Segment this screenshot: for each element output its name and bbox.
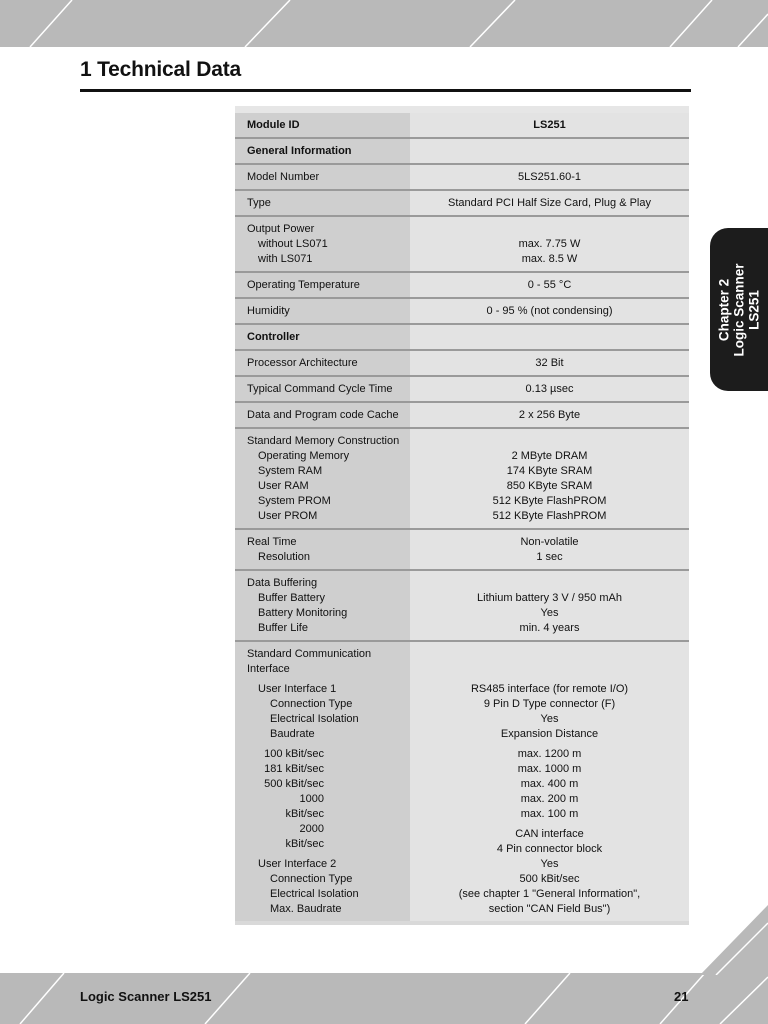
ui1-val: RS485 interface (for remote I/O) — [470, 683, 629, 695]
table-row — [235, 403, 689, 429]
cycle-time-value: 0.13 µsec — [525, 383, 574, 395]
ui1-item: Baudrate — [270, 728, 315, 740]
memory-item: User PROM — [258, 510, 318, 522]
table-row — [235, 165, 689, 191]
table-row — [235, 429, 689, 530]
memory-val: 2 MByte DRAM — [511, 450, 588, 462]
chapter-tab-line: LS251 — [746, 290, 762, 330]
table-row — [235, 299, 689, 325]
buffering-val: Yes — [540, 607, 559, 619]
decorative-stripes — [0, 0, 768, 47]
output-power-heading: Output Power — [247, 223, 315, 235]
buffering-heading: Data Buffering — [247, 577, 318, 589]
cache-label: Data and Program code Cache — [235, 403, 410, 427]
buffering-label — [235, 571, 410, 640]
table-row — [235, 377, 689, 403]
buffering-val: min. 4 years — [519, 622, 580, 634]
real-time-value — [410, 530, 689, 569]
empty-cell — [410, 139, 689, 163]
real-time-heading: Real Time — [247, 536, 297, 548]
ui1-val: Expansion Distance — [500, 728, 599, 740]
buffering-item: Battery Monitoring — [258, 607, 348, 619]
memory-label — [235, 429, 410, 528]
distance-val: max. 100 m — [520, 808, 579, 820]
real-time-val: Non-volatile — [520, 536, 579, 548]
baud-rate: 2000 kBit/sec — [285, 823, 324, 850]
memory-item: Operating Memory — [258, 450, 350, 462]
memory-item: System PROM — [258, 495, 331, 507]
cycle-time-label: Typical Command Cycle Time — [235, 377, 410, 401]
model-number-label: Model Number — [235, 165, 410, 189]
processor-value: 32 Bit — [535, 357, 564, 369]
baud-rate: 100 kBit/sec — [264, 748, 324, 760]
title-divider — [80, 89, 691, 92]
ui2-val: 4 Pin connector block — [496, 843, 603, 855]
table-row — [235, 642, 689, 921]
general-information-heading: General Information — [235, 139, 410, 163]
technical-data-table — [235, 106, 689, 925]
output-power-label — [235, 217, 410, 271]
module-id-value: LS251 — [533, 119, 566, 131]
ui2-val: 500 kBit/sec — [519, 873, 580, 885]
memory-val: 850 KByte SRAM — [506, 480, 593, 492]
processor-label: Processor Architecture — [235, 351, 410, 375]
model-number-value: 5LS251.60-1 — [518, 171, 581, 183]
table-row — [235, 351, 689, 377]
baud-rate: 500 kBit/sec — [264, 778, 324, 790]
table-row — [235, 191, 689, 217]
communication-label — [235, 642, 410, 921]
baud-rate: 181 kBit/sec — [264, 763, 324, 775]
buffering-val: Lithium battery 3 V / 950 mAh — [477, 592, 622, 604]
memory-val: 174 KByte SRAM — [506, 465, 593, 477]
section-heading-row — [235, 325, 689, 351]
communication-heading: Interface — [247, 663, 290, 675]
ui1-val: Yes — [540, 713, 559, 725]
ui1-title: User Interface 1 — [258, 683, 337, 695]
table-row — [235, 217, 689, 273]
controller-heading: Controller — [235, 325, 410, 349]
ui2-item: Connection Type — [270, 873, 353, 885]
output-power-value — [410, 217, 689, 271]
type-label: Type — [235, 191, 410, 215]
distance-val: max. 400 m — [520, 778, 579, 790]
memory-item: User RAM — [258, 480, 309, 492]
baud-rate: 1000 kBit/sec — [285, 793, 324, 820]
ui1-item: Connection Type — [270, 698, 353, 710]
ui1-val: 9 Pin D Type connector (F) — [483, 698, 616, 710]
cache-value: 2 x 256 Byte — [518, 409, 581, 421]
table-header-row — [235, 113, 689, 139]
corner-decoration — [700, 905, 768, 975]
communication-value — [410, 642, 689, 921]
output-power-sub: without LS071 — [258, 238, 328, 250]
humidity-label: Humidity — [235, 299, 410, 323]
memory-heading: Standard Memory Construction — [247, 435, 400, 447]
communication-heading: Standard Communication — [247, 648, 372, 660]
chapter-tab-line: Logic Scanner — [731, 263, 747, 357]
buffering-item: Buffer Life — [258, 622, 308, 634]
page-title: 1 Technical Data — [80, 58, 241, 81]
ui2-item: Max. Baudrate — [270, 903, 342, 915]
ui1-item: Electrical Isolation — [270, 713, 359, 725]
ui2-val: (see chapter 1 "General Information", — [458, 888, 641, 900]
table-row — [235, 530, 689, 571]
memory-val: 512 KByte FlashPROM — [492, 510, 607, 522]
table-row — [235, 571, 689, 642]
section-heading-row — [235, 139, 689, 165]
distance-val: max. 200 m — [520, 793, 579, 805]
top-decorative-band — [0, 0, 768, 47]
chapter-tab-line: Chapter 2 — [716, 278, 732, 342]
ui2-item: Electrical Isolation — [270, 888, 359, 900]
empty-cell — [410, 325, 689, 349]
memory-value — [410, 429, 689, 528]
distance-val: max. 1200 m — [517, 748, 582, 760]
operating-temperature-value: 0 - 55 °C — [527, 279, 572, 291]
real-time-label — [235, 530, 410, 569]
footer-title: Logic Scanner LS251 — [80, 989, 212, 1004]
type-value: Standard PCI Half Size Card, Plug & Play — [448, 197, 651, 209]
output-power-sub: with LS071 — [258, 253, 313, 265]
memory-val: 512 KByte FlashPROM — [492, 495, 607, 507]
chapter-tab-text — [717, 263, 762, 356]
module-id-label: Module ID — [235, 113, 410, 137]
output-power-val: max. 7.75 W — [518, 238, 581, 250]
ui2-val: section "CAN Field Bus") — [488, 903, 611, 915]
operating-temperature-label: Operating Temperature — [235, 273, 410, 297]
humidity-value: 0 - 95 % (not condensing) — [486, 305, 613, 317]
output-power-val: max. 8.5 W — [521, 253, 578, 265]
distance-val: max. 1000 m — [517, 763, 582, 775]
ui2-val: CAN interface — [515, 828, 584, 840]
page-number: 21 — [674, 989, 689, 1004]
buffering-value — [410, 571, 689, 640]
real-time-val: 1 sec — [536, 551, 563, 563]
chapter-tab[interactable] — [710, 228, 768, 391]
ui2-title: User Interface 2 — [258, 858, 337, 870]
buffering-item: Buffer Battery — [258, 592, 326, 604]
real-time-sub: Resolution — [258, 551, 310, 563]
ui2-val: Yes — [540, 858, 559, 870]
memory-item: System RAM — [258, 465, 323, 477]
table-row — [235, 273, 689, 299]
